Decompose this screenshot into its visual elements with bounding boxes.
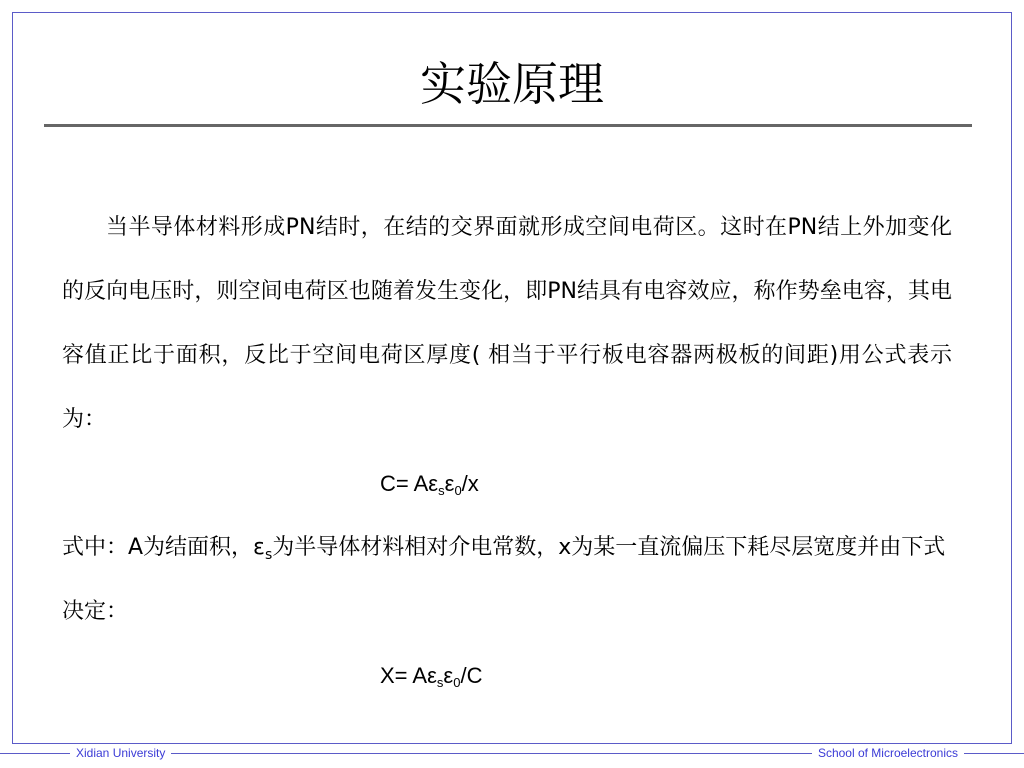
slide-title: 实验原理 [420, 57, 604, 111]
variable-definition-paragraph [62, 516, 952, 644]
formula-epsilon: ε [443, 663, 454, 688]
capacitance-formula [62, 452, 952, 516]
formula-rhs: /x [461, 471, 479, 496]
definition-part-2: 为半导体材料相对介电常数，x为某一直流偏压下耗尽层宽度并由下式决定： [62, 535, 946, 624]
formula-lhs: C= Aε [380, 471, 439, 496]
width-formula [62, 644, 952, 708]
title-divider [44, 124, 972, 127]
footer-university: Xidian University [70, 745, 171, 761]
formula-epsilon: ε [444, 471, 455, 496]
definition-part-1: 式中：A为结面积，ε [62, 535, 265, 560]
slide-body [62, 196, 952, 708]
formula-lhs: X= Aε [380, 663, 437, 688]
definition-subscript-s: s [264, 547, 273, 563]
formula-rhs: /C [460, 663, 483, 688]
footer-school: School of Microelectronics [812, 745, 964, 761]
formula-subscript-0: 0 [454, 483, 462, 498]
principle-paragraph: 当半导体材料形成PN结时，在结的交界面就形成空间电荷区。这时在PN结上外加变化的反向电压时，则空间电荷区也随着发生变化，即PN结具有电容效应，称作势垒电容，其电容值正比于面积，反比于空间电荷区厚度( 相当于平行板电容器两极板的间距)用公式表示为： [62, 215, 952, 432]
formula-subscript-0: 0 [453, 675, 461, 690]
formula-subscript-s: s [436, 675, 444, 690]
formula-subscript-s: s [438, 483, 445, 498]
